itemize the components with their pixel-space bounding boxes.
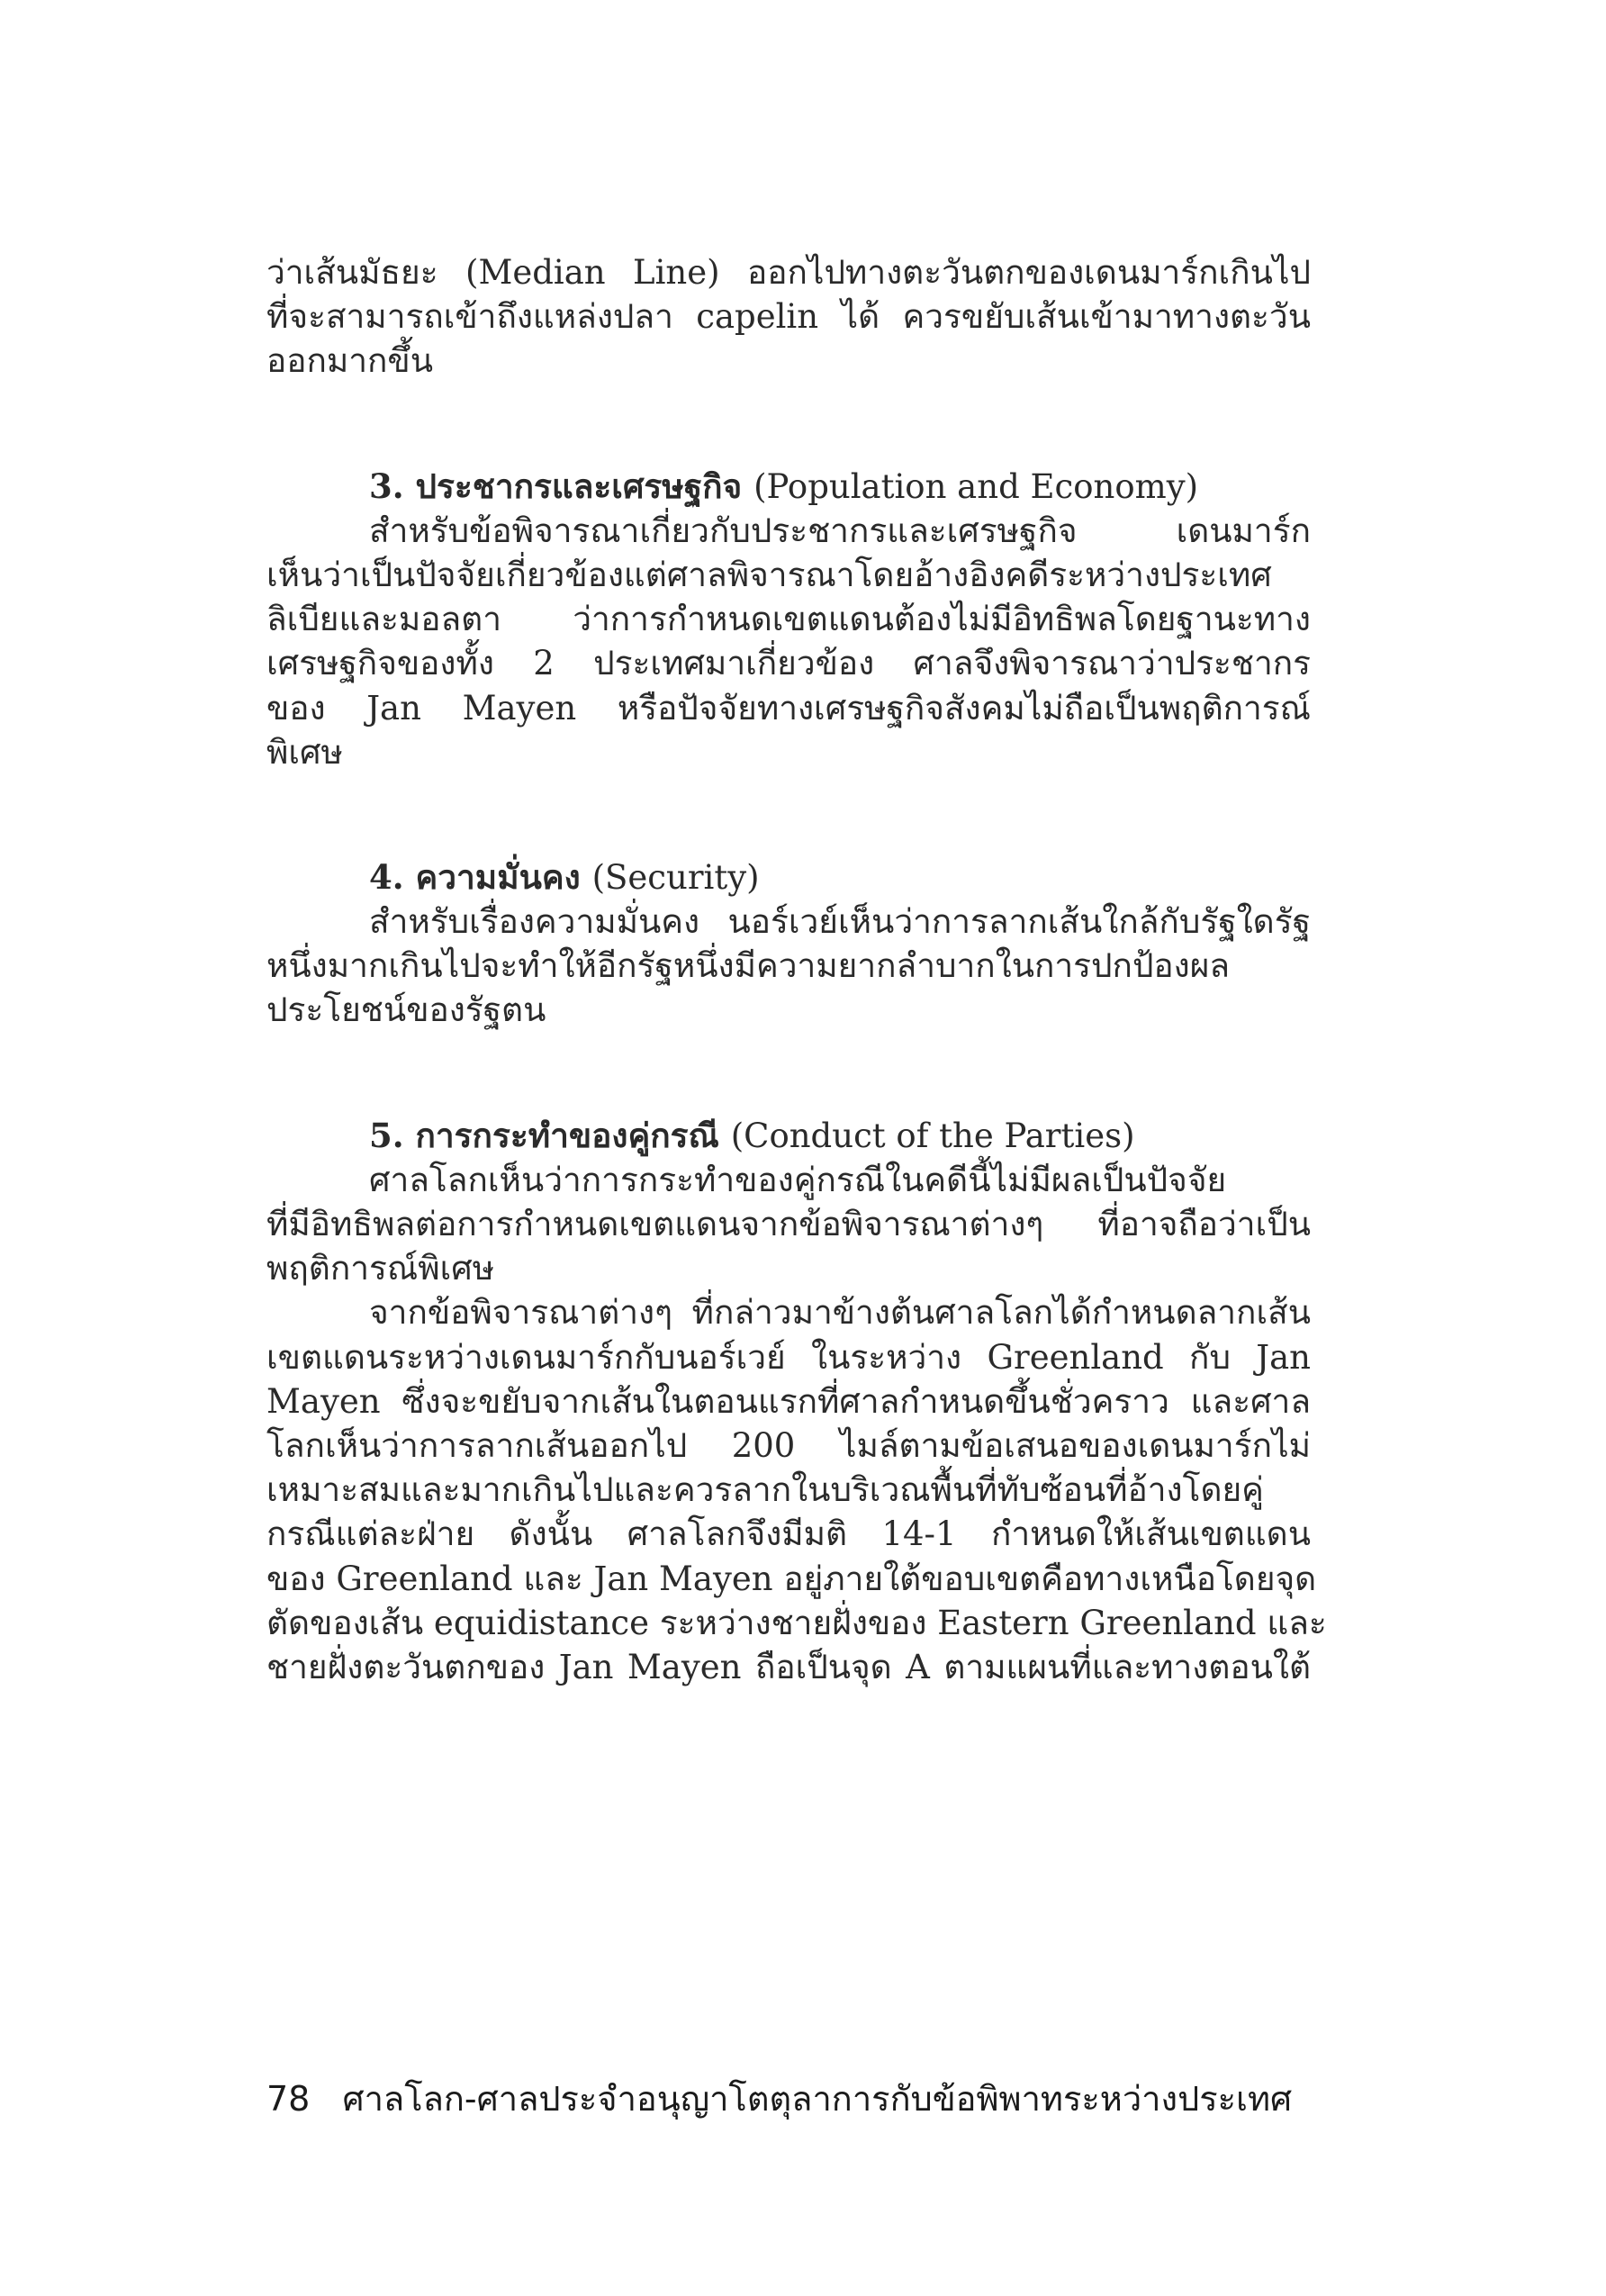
running-book-title: ศาลโลก-ศาลประจำอนุญาโตตุลาการกับข้อพิพาทระหว่างประเทศ <box>342 2079 1293 2119</box>
page-footer <box>266 2071 1292 2126</box>
text-line: เห็นว่าเป็นปัจจัยเกี่ยวข้องแต่ศาลพิจารณาโดยอ้างอิงคดีระหว่างประเทศ <box>266 555 1272 594</box>
text-line: จากข้อพิจารณาต่างๆ ที่กล่าวมาข้างต้นศาลโลกได้กำหนดลากเส้น <box>369 1293 1311 1333</box>
section-population-economy <box>266 465 1311 774</box>
section-security <box>266 855 1311 1033</box>
page-number: 78 <box>266 2079 311 2119</box>
text-line: สำหรับข้อพิจารณาเกี่ยวกับประชากรและเศรษฐกิจ เดนมาร์ก <box>369 511 1311 550</box>
text-line: ศาลโลกเห็นว่าการกระทำของคู่กรณีในคดีนี้ไม่มีผลเป็นปัจจัย <box>369 1160 1227 1199</box>
text-line: หนึ่งมากเกินไปจะทำให้อีกรัฐหนึ่งมีความยากลำบากในการปกป้องผล <box>266 946 1231 986</box>
section-gap <box>266 1033 1311 1114</box>
section-heading-th: 3. ประชากรและเศรษฐกิจ <box>369 466 743 506</box>
page-body <box>266 250 1327 1689</box>
text-line: ชายฝั่งตะวันตกของ Jan Mayen ถือเป็นจุด A ตามแผนที่และทางตอนใต้ <box>266 1647 1311 1686</box>
section-conduct-of-parties <box>266 1114 1327 1689</box>
text-line: ตัดของเส้น equidistance ระหว่างชายฝั่งของ Eastern Greenland และ <box>266 1603 1327 1642</box>
text-line: ลิเบียและมอลตา ว่าการกำหนดเขตแดนต้องไม่มีอิทธิพลโดยฐานะทาง <box>266 600 1311 639</box>
text-line: เศรษฐกิจของทั้ง 2 ประเทศมาเกี่ยวข้อง ศาลจึงพิจารณาว่าประชากร <box>266 644 1311 683</box>
section-gap <box>266 384 1311 465</box>
text-line: ออกมากขึ้น <box>266 341 433 381</box>
text-line: ที่จะสามารถเข้าถึงแหล่งปลา capelin ได้ ควรขยับเส้นเข้ามาทางตะวัน <box>266 297 1311 337</box>
text-line: เหมาะสมและมากเกินไปและควรลากในบริเวณพื้นที่ทับซ้อนที่อ้างโดยคู่ <box>266 1470 1264 1510</box>
text-line: ที่มีอิทธิพลต่อการกำหนดเขตแดนจากข้อพิจารณาต่างๆ ที่อาจถือว่าเป็น <box>266 1205 1311 1243</box>
section-heading-th: 4. ความมั่นคง <box>369 856 581 897</box>
text-line: Mayen ซึ่งจะขยับจากเส้นในตอนแรกที่ศาลกำหนดขึ้นชั่วคราว และศาล <box>266 1381 1311 1421</box>
text-line: กรณีแต่ละฝ่าย ดังนั้น ศาลโลกจึงมีมติ 14-1 กำหนดให้เส้นเขตแดน <box>266 1514 1311 1554</box>
section-heading <box>266 1114 1311 1158</box>
text-line: ของ Jan Mayen หรือปัจจัยทางเศรษฐกิจสังคมไม่ถือเป็นพฤติการณ์ <box>266 688 1311 728</box>
text-line: เขตแดนระหว่างเดนมาร์กกับนอร์เวย์ ในระหว่าง Greenland กับ Jan <box>266 1337 1311 1377</box>
section-heading <box>266 855 1311 899</box>
section-heading-en: (Population and Economy) <box>753 466 1199 506</box>
paragraph-continuation <box>266 250 1311 384</box>
text-line: พฤติการณ์พิเศษ <box>266 1249 495 1288</box>
text-line: ของ Greenland และ Jan Mayen อยู่ภายใต้ขอบเขตคือทางเหนือโดยจุด <box>266 1559 1317 1598</box>
text-line: ประโยชน์ของรัฐตน <box>266 990 546 1030</box>
section-heading-en: (Security) <box>591 857 760 897</box>
section-heading <box>266 465 1311 509</box>
text-line: พิเศษ <box>266 732 343 772</box>
text-line: สำหรับเรื่องความมั่นคง นอร์เวย์เห็นว่าการลากเส้นใกล้กับรัฐใดรัฐ <box>369 902 1311 942</box>
section-heading-en: (Conduct of the Parties) <box>730 1116 1135 1155</box>
section-heading-th: 5. การกระทำของคู่กรณี <box>369 1115 719 1155</box>
text-line: โลกเห็นว่าการลากเส้นออกไป 200 ไมล์ตามข้อเสนอของเดนมาร์กไม่ <box>266 1425 1311 1465</box>
text-line: ว่าเส้นมัธยะ (Median Line) ออกไปทางตะวันตกของเดนมาร์กเกินไป <box>266 253 1311 292</box>
section-gap <box>266 774 1311 855</box>
